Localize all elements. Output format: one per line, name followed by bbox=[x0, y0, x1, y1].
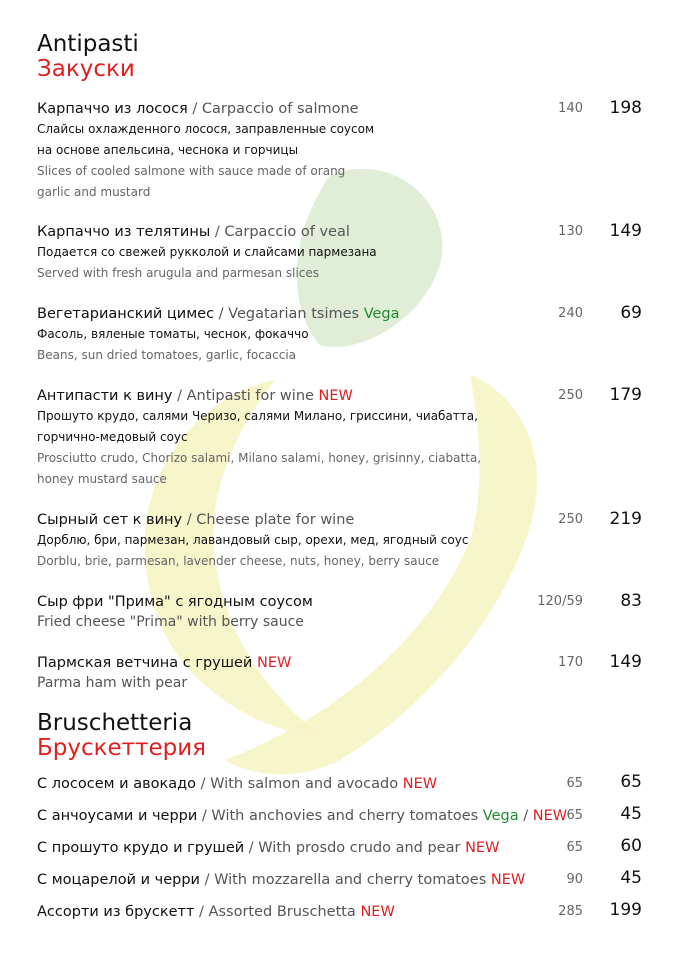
item-name-ru: Карпаччо из лосося bbox=[37, 101, 188, 117]
item-name bbox=[37, 902, 395, 922]
item-name-en: With mozzarella and cherry tomatoes bbox=[214, 872, 487, 888]
item-desc-ru: Фасоль, вяленые томаты, чеснок, фокаччо bbox=[37, 327, 309, 341]
section-title-antipasti bbox=[37, 32, 139, 82]
item-name-ru: Сыр фри "Прима" с ягодным соусом bbox=[37, 594, 313, 610]
separator: / bbox=[218, 306, 224, 322]
item-name bbox=[37, 592, 313, 612]
item-name bbox=[37, 99, 374, 119]
item-name bbox=[37, 386, 481, 406]
item-name-en: Carpaccio of salmone bbox=[201, 101, 359, 117]
item-name-en: Vegatarian tsimes bbox=[228, 306, 360, 322]
new-badge: NEW bbox=[256, 655, 292, 671]
menu-item bbox=[37, 304, 400, 366]
menu-item bbox=[37, 806, 567, 826]
new-badge: NEW bbox=[360, 904, 395, 920]
new-badge: NEW bbox=[318, 388, 353, 404]
item-name-ru: С моцарелой и черри bbox=[37, 872, 200, 888]
menu-item bbox=[37, 653, 291, 694]
section-title-ru: Закуски bbox=[37, 56, 135, 82]
item-name bbox=[37, 304, 400, 324]
item-weight: 65 bbox=[566, 808, 583, 823]
item-weight: 90 bbox=[566, 872, 583, 887]
item-name-en: With anchovies and cherry tomatoes bbox=[211, 808, 479, 824]
item-desc-en: garlic and mustard bbox=[37, 185, 151, 199]
separator: / bbox=[199, 904, 204, 920]
item-name-en: Fried cheese "Prima" with berry sauce bbox=[37, 614, 304, 630]
item-price: 60 bbox=[620, 836, 642, 856]
section-title-en: Bruschetteria bbox=[37, 710, 193, 736]
separator: / bbox=[523, 808, 529, 824]
item-name bbox=[37, 870, 525, 890]
separator: / bbox=[192, 101, 198, 117]
menu-item bbox=[37, 99, 374, 203]
item-name-ru: Ассорти из брускетт bbox=[37, 904, 195, 920]
item-weight: 140 bbox=[558, 101, 583, 116]
item-weight: 170 bbox=[558, 655, 583, 670]
item-name bbox=[37, 222, 377, 242]
item-name-en: With salmon and avocado bbox=[210, 776, 399, 792]
item-desc-en: Beans, sun dried tomatoes, garlic, focaccia bbox=[37, 348, 297, 362]
item-desc-en: honey mustard sauce bbox=[37, 472, 167, 486]
menu-item bbox=[37, 838, 499, 858]
item-name-en: Antipasti for wine bbox=[186, 388, 314, 404]
item-name-ru: Карпаччо из телятины bbox=[37, 224, 211, 240]
item-name-en: Assorted Bruschetta bbox=[208, 904, 356, 920]
item-price: 219 bbox=[609, 509, 642, 529]
item-price: 149 bbox=[609, 221, 642, 241]
section-title-bruschetteria bbox=[37, 711, 206, 761]
item-desc-ru: горчично-медовый соус bbox=[37, 430, 188, 444]
item-name bbox=[37, 653, 291, 673]
menu-item bbox=[37, 592, 313, 633]
item-weight: 65 bbox=[566, 776, 583, 791]
menu-item bbox=[37, 386, 481, 490]
item-weight: 240 bbox=[558, 306, 583, 321]
item-price: 149 bbox=[609, 652, 642, 672]
item-weight: 250 bbox=[558, 512, 583, 527]
item-name-ru: С прошуто крудо и грушей bbox=[37, 840, 245, 856]
item-name-ru: Сырный сет к вину bbox=[37, 512, 183, 528]
section-title-en: Antipasti bbox=[37, 31, 139, 57]
menu-item bbox=[37, 222, 377, 284]
item-desc-ru: Слайсы охлажденного лосося, заправленные соусом bbox=[37, 122, 375, 136]
vega-badge: Vega bbox=[363, 306, 400, 322]
separator: / bbox=[248, 840, 254, 856]
item-name-en: With prosdo crudo and pear bbox=[258, 840, 461, 856]
item-price: 198 bbox=[609, 98, 642, 118]
menu-item bbox=[37, 774, 437, 794]
separator: / bbox=[204, 872, 210, 888]
item-desc-en: Slices of cooled salmone with sauce made of orang bbox=[37, 164, 346, 178]
item-price: 83 bbox=[620, 591, 642, 611]
menu-item bbox=[37, 510, 468, 572]
item-weight: 250 bbox=[558, 388, 583, 403]
item-desc-en: Dorblu, brie, parmesan, lavender cheese, nuts, honey, berry sauce bbox=[37, 554, 440, 568]
item-name-ru: С лососем и авокадо bbox=[37, 776, 197, 792]
item-desc-en: Served with fresh arugula and parmesan slices bbox=[37, 266, 320, 280]
separator: / bbox=[177, 388, 182, 404]
item-name bbox=[37, 774, 437, 794]
item-weight: 285 bbox=[558, 904, 583, 919]
item-weight: 65 bbox=[566, 840, 583, 855]
item-desc-ru: на основе апельсина, чеснока и горчицы bbox=[37, 143, 299, 157]
item-name-ru: Вегетарианский цимес bbox=[37, 306, 215, 322]
new-badge: NEW bbox=[532, 808, 568, 824]
item-price: 69 bbox=[620, 303, 642, 323]
item-weight: 120/59 bbox=[537, 594, 583, 609]
section-title-ru: Брускеттерия bbox=[37, 735, 207, 761]
item-desc-en: Prosciutto crudo, Chorizo salami, Milano salami, honey, grisinny, ciabatta, bbox=[37, 451, 482, 465]
menu-item bbox=[37, 870, 525, 890]
item-name bbox=[37, 806, 567, 826]
item-name-ru: Пармская ветчина с грушей bbox=[37, 655, 253, 671]
item-name-en: Parma ham with pear bbox=[37, 675, 188, 691]
item-desc-ru: Прошуто крудо, салями Черизо, салями Милано, гриссини, чиабатта, bbox=[37, 409, 478, 423]
item-name-en: Carpaccio of veal bbox=[224, 224, 350, 240]
item-price: 179 bbox=[609, 385, 642, 405]
item-price: 65 bbox=[620, 772, 642, 792]
item-desc-ru: Дорблю, бри, пармезан, лавандовый сыр, орехи, мед, ягодный соус bbox=[37, 533, 469, 547]
new-badge: NEW bbox=[465, 840, 500, 856]
item-price: 45 bbox=[620, 868, 642, 888]
item-name-ru: С анчоусами и черри bbox=[37, 808, 198, 824]
item-name-en: Cheese plate for wine bbox=[196, 512, 355, 528]
item-name bbox=[37, 510, 468, 530]
separator: / bbox=[186, 512, 192, 528]
vega-badge: Vega bbox=[482, 808, 519, 824]
separator: / bbox=[201, 808, 207, 824]
item-price: 199 bbox=[609, 900, 642, 920]
item-name bbox=[37, 838, 499, 858]
menu-item bbox=[37, 902, 395, 922]
item-weight: 130 bbox=[558, 224, 583, 239]
new-badge: NEW bbox=[402, 776, 438, 792]
item-price: 45 bbox=[620, 804, 642, 824]
item-desc-ru: Подается со свежей рукколой и слайсами пармезана bbox=[37, 245, 377, 259]
item-name-ru: Антипасти к вину bbox=[37, 388, 173, 404]
separator: / bbox=[200, 776, 206, 792]
new-badge: NEW bbox=[490, 872, 526, 888]
separator: / bbox=[214, 224, 220, 240]
